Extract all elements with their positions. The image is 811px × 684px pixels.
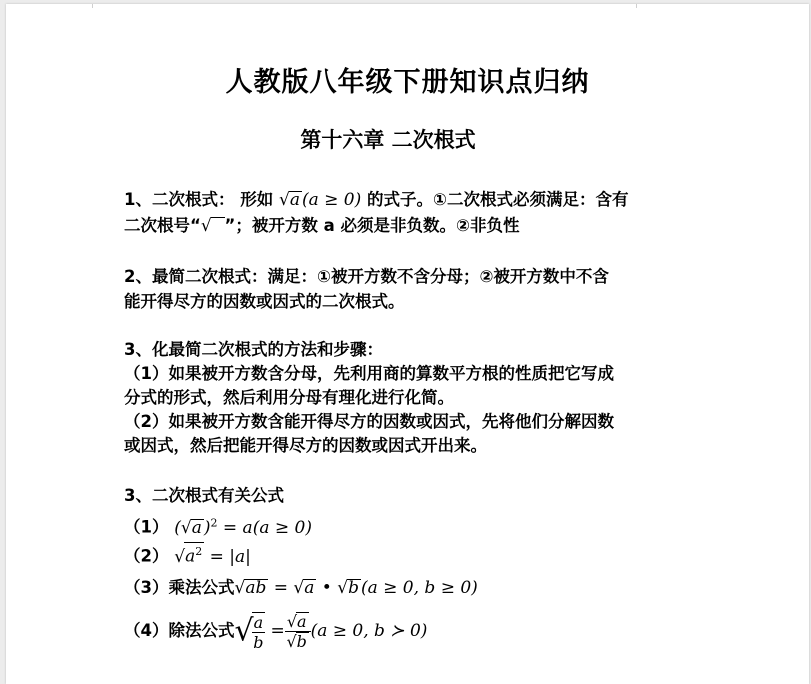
section-1-lead: 1、二次根式： 形如 <box>124 190 274 209</box>
formula-4-label: （4）除法公式 <box>124 621 235 640</box>
formula-4-expression: √ $\frac{a}{b}$ = $\frac{√a}{√b}$ (a ≥ 0, b ≻ 0) <box>234 612 428 652</box>
section-3-line-4: （2）如果被开方数含能开得尽方的因数或因式，先将他们分解因数 <box>124 412 614 431</box>
section-2-line-2: 能开得尽方的因数或因式的二次根式。 <box>124 292 405 311</box>
section-3-line-2: （1）如果被开方数含分母，先利用商的算数平方根的性质把它写成 <box>124 364 614 383</box>
sqrt-a-expression: √a (a ≥ 0) <box>278 190 362 210</box>
document-page <box>6 4 809 684</box>
section-1-line-2b: ”；被开方数 a 必须是非负数。②非负性 <box>224 216 520 235</box>
formula-2-label: （2） <box>124 546 169 566</box>
section-1-line-1 <box>124 187 684 213</box>
page-margin-mark-left <box>92 4 93 8</box>
formulas-heading: 3、二次根式有关公式 <box>124 486 284 505</box>
page-margin-mark-right <box>636 4 637 8</box>
formula-2 <box>124 542 684 570</box>
section-1-line-2 <box>124 213 684 239</box>
section-3-line-3: 分式的形式，然后利用分母有理化进行化简。 <box>124 388 454 407</box>
formula-4 <box>124 610 684 653</box>
formula-3-expression: √ab = √a • √b (a ≥ 0, b ≥ 0) <box>234 578 478 598</box>
section-3-line-1: 3、化最简二次根式的方法和步骤： <box>124 340 383 359</box>
formula-3-label: （3）乘法公式 <box>124 578 235 597</box>
radical-sign-icon: √ <box>201 216 225 236</box>
chapter-heading: 第十六章 二次根式 <box>300 128 476 152</box>
section-3-line-5: 或因式，然后把能开得尽方的因数或因式开出来。 <box>124 436 487 455</box>
section-2-line-1: 2、最简二次根式：满足：①被开方数不含分母；②被开方数中不含 <box>124 267 609 286</box>
formula-1 <box>124 510 684 541</box>
formula-1-expression: (√a )$^2$ = a(a ≥ 0) <box>174 516 312 538</box>
formula-2-expression: $√a^2 = |a|$ <box>174 547 251 567</box>
document-title: 人教版八年级下册知识点归纳 <box>225 67 590 98</box>
formula-3 <box>124 575 684 601</box>
section-1-tail: 的式子。①二次根式必须满足：含有 <box>367 190 629 209</box>
formula-1-label: （1） <box>124 517 169 537</box>
section-1-line-2a: 二次根号“ <box>124 216 201 235</box>
